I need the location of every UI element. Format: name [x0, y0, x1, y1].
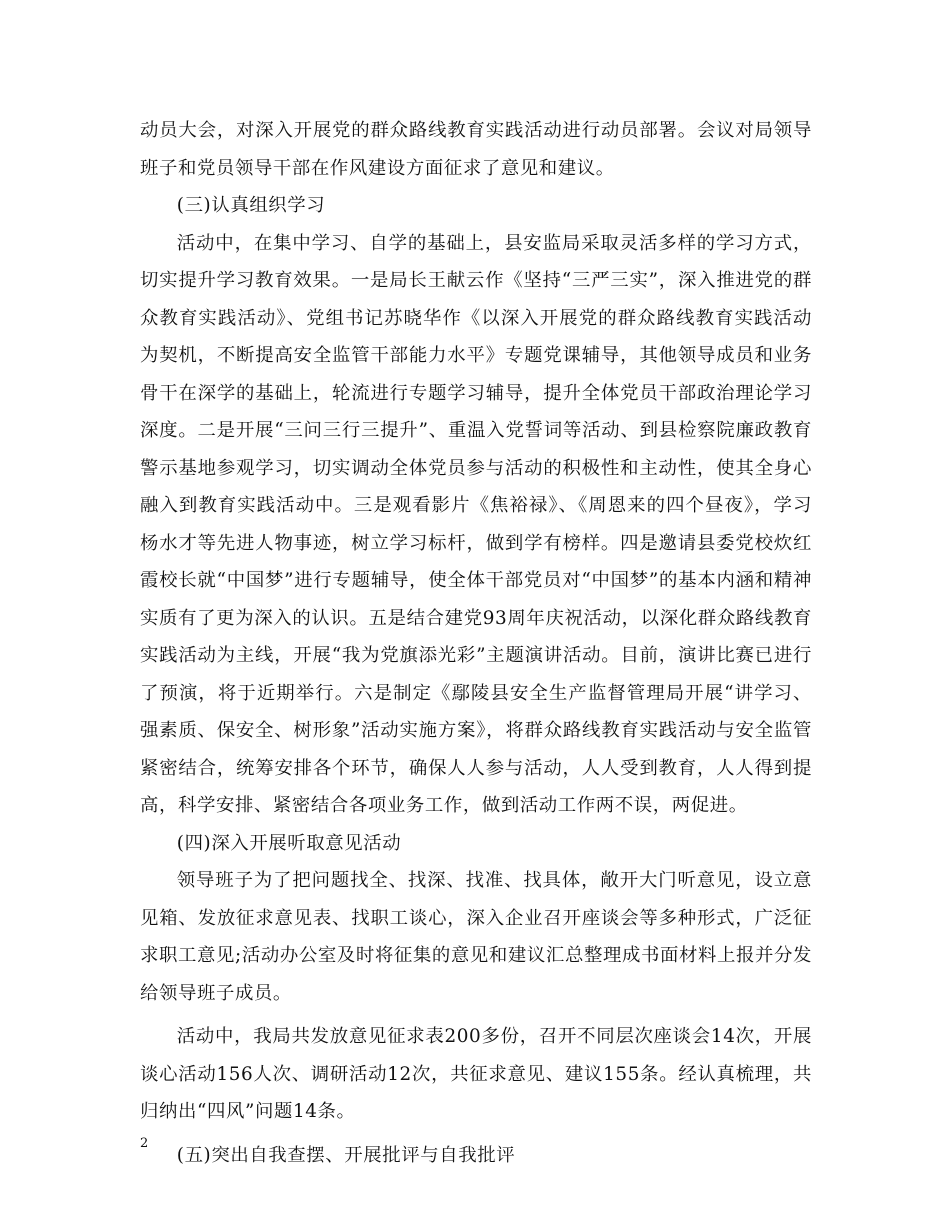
section-heading-5: (五)突出自我查摆、开展批评与自我批评: [176, 1144, 516, 1166]
section-heading-4: (四)深入开展听取意见活动: [176, 832, 402, 854]
paragraph-statistics: 活动中，我局共发放意见征求表200多份，召开不同层次座谈会14次，开展谈心活动156人次、调研活动12次，共征求意见、建议155条。经认真梳理，共归纳出“四风”问题14条。: [140, 1026, 812, 1122]
paragraph-continuation: 动员大会，对深入开展党的群众路线教育实践活动进行动员部署。会议对局领导班子和党员领导干部在作风建设方面征求了意见和建议。: [140, 120, 812, 179]
section-heading-3: (三)认真组织学习: [176, 195, 326, 216]
paragraph-study: 活动中，在集中学习、自学的基础上，县安监局采取灵活多样的学习方式，切实提升学习教育效果。一是局长王献云作《坚持“三严三实”，深入推进党的群众教育实践活动》、党组书记苏晓华作《以深入开展党的群众路线教育实践活动为契机，不断提高安全监管干部能力水平》专题党课辅导，其他领导成员和业务骨干在深学的基础上，轮流进行专题学习辅导，提升全体党员干部政治理论学习深度。二是开展“三问三行三提升”、重温入党誓词等活动、到县检察院廉政教育警示基地参观学习，切实调动全体党员参与活动的积极性和主动性，使其全身心融入到教育实践活动中。三是观看影片《焦裕禄》、《周恩来的四个昼夜》，学习杨水才等先进人物事迹，树立学习标杆，做到学有榜样。四是邀请县委党校炊红霞校长就“中国梦”进行专题辅导，使全体干部党员对“中国梦”的基本内涵和精神实质有了更为深入的认识。五是结合建党93周年庆祝活动，以深化群众路线教育实践活动为主线，开展“我为党旗添光彩”主题演讲活动。目前，演讲比赛已进行了预演，将于近期举行。六是制定《鄢陵县安全生产监督管理局开展“讲学习、强素质、保安全、树形象”活动实施方案》，将群众路线教育实践活动与安全监管紧密结合，统筹安排各个环节，确保人人参与活动，人人受到教育，人人得到提高，科学安排、紧密结合各项业务工作，做到活动工作两不误，两促进。: [140, 232, 812, 816]
page-number: 2: [140, 1136, 149, 1151]
document-page: [140, 112, 812, 1174]
paragraph-opinions: 领导班子为了把问题找全、找深、找准、找具体，敞开大门听意见，设立意见箱、发放征求意见表、找职工谈心，深入企业召开座谈会等多种形式，广泛征求职工意见;活动办公室及时将征集的意见和建议汇总整理成书面材料上报并分发给领导班子成员。: [140, 870, 812, 1004]
